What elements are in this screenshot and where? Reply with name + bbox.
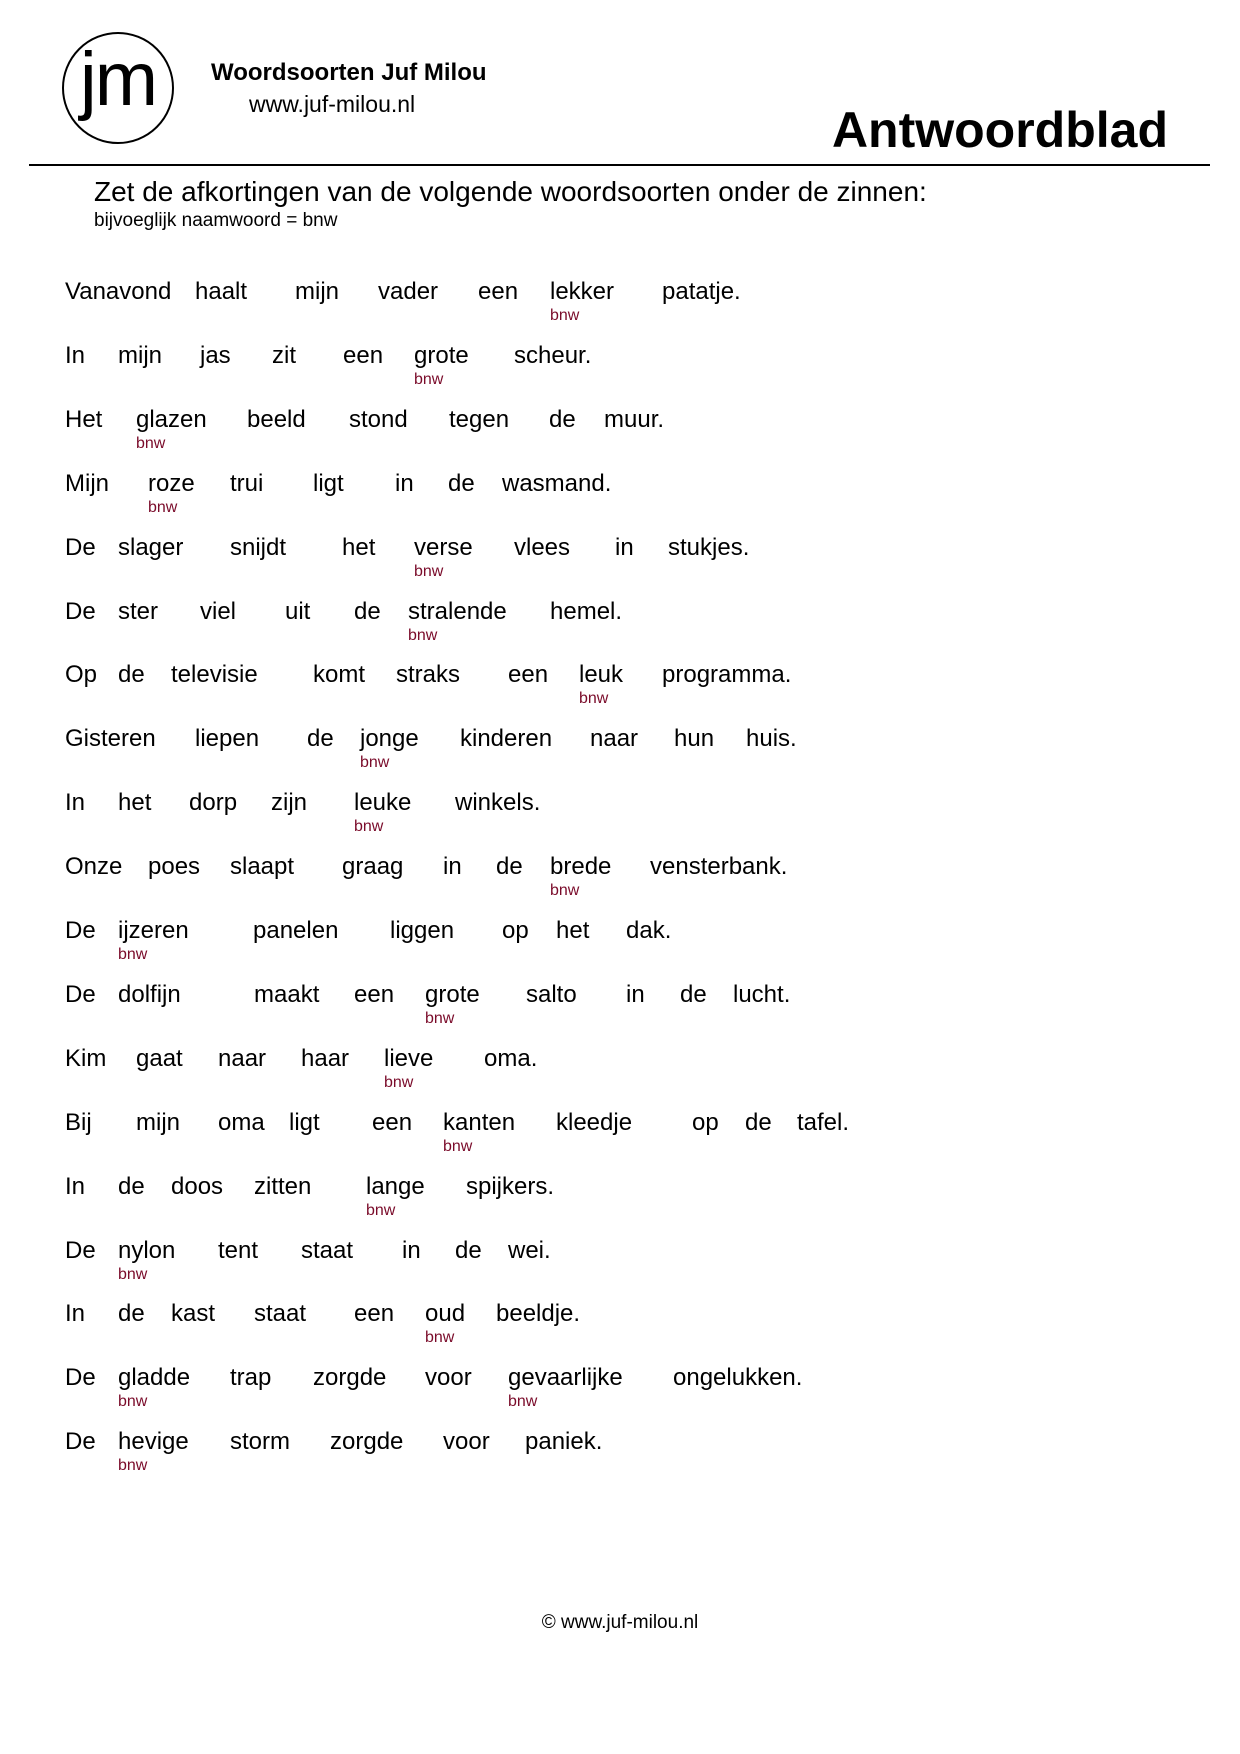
sentence-word: panelen [253,917,339,944]
sentence-word: gaat [136,1044,183,1072]
sentence-word: Het [65,405,103,433]
sentence-word: lucht. [733,980,791,1008]
sentence-word: het [118,789,152,817]
instruction: Zet de afkortingen van de volgende woordsoorten onder de zinnen: [94,176,927,207]
sentence-word: dorp [189,789,238,817]
sentence-word: een [354,1300,395,1328]
sentence-word: programma. [662,661,792,689]
brand-url: www.juf-milou.nl [249,91,416,117]
sentence-word: glazen [136,405,207,433]
sentence-word: leuke [354,789,412,817]
sentence-word: ligt [313,469,344,497]
sentence-word: paniek. [525,1428,603,1456]
sentence-word: het [342,533,376,561]
sentence-word: Vanavond [65,278,172,305]
sentence-word: de [496,853,523,881]
sentence-word: in [395,469,414,497]
sentence-word: jonge [360,725,419,753]
sentence-word: een [478,278,519,305]
sentence-word: op [692,1108,719,1136]
logo-text: jm [79,37,157,122]
sentence-word: de [307,725,334,753]
sentence-word: de [118,661,145,689]
sentence-word: slaapt [230,853,295,881]
word-type-label: bnw [579,690,609,708]
word-type-label: bnw [414,562,444,580]
sentence-word: hevige [118,1428,189,1456]
sentence-word: op [502,917,529,944]
sentence-word: oma [218,1108,265,1136]
sentence-word: In [65,1172,86,1200]
word-type-label: bnw [550,307,580,324]
sentence-word: Op [65,661,98,689]
sentence-word: wasmand. [502,469,612,497]
word-type-label: bnw [550,882,580,900]
sentence-word: haar [301,1044,350,1072]
sentence-word: vader [378,278,439,305]
sentence-word: lange [366,1172,425,1200]
sentence-word: hun [674,725,715,753]
sentence-word: ster [118,597,159,625]
sentence-word: haalt [195,278,248,305]
sentence-word: het [556,917,590,944]
sentence-word: beeld [247,405,306,433]
sentence-word: storm [230,1428,290,1456]
sentence-word: In [65,341,86,369]
sentence-word: oma. [484,1044,538,1072]
sentence-word: lieve [384,1044,434,1072]
sentence-word: straks [396,661,461,689]
word-type-label: bnw [384,1073,414,1091]
sentence-word: stond [349,405,408,433]
sentence-word: zorgde [313,1364,387,1392]
sentence-word: vensterbank. [650,853,788,881]
sentence-word: mijn [295,278,340,305]
sentence-word: ligt [289,1108,320,1136]
sentence-word: de [680,980,707,1008]
sentence-word: muur. [604,405,665,433]
sentence-word: in [402,1236,421,1264]
sentence-word: een [343,341,384,369]
sentence-word: naar [218,1044,267,1072]
sentence-word: stukjes. [668,533,750,561]
sentence-word: De [65,1236,96,1264]
sentence-word: De [65,1364,96,1392]
sentence-word: de [118,1172,145,1200]
sentence-word: een [508,661,549,689]
sentence-word: kleedje [556,1108,633,1136]
sentence-word: patatje. [662,278,741,305]
sentence-word: trui [230,469,264,497]
sentence-word: roze [148,469,195,497]
sentence-word: komt [313,661,366,689]
sentence-word: De [65,980,96,1008]
sentence-word: spijkers. [466,1172,555,1200]
sentence-word: televisie [171,661,258,689]
sentence-word: doos [171,1172,224,1200]
word-type-label: bnw [366,1201,396,1219]
sentence-word: in [443,853,462,881]
word-type-label: bnw [354,818,384,836]
sentence-word: poes [148,853,201,881]
sentence-word: nylon [118,1236,176,1264]
sentence-word: in [615,533,634,561]
sentence-word: trap [230,1364,272,1392]
sentence-word: scheur. [514,341,592,369]
sentence-word: mijn [118,341,163,369]
sentence-word: ijzeren [118,917,189,944]
word-type-label: bnw [508,1393,538,1411]
sentence-word: de [118,1300,145,1328]
sentence-word: verse [414,533,473,561]
sentence-word: vlees [514,533,571,561]
sentence-word: In [65,1300,86,1328]
logo [62,32,174,144]
brand-title: Woordsoorten Juf Milou [211,59,487,86]
sentence-word: staat [254,1300,307,1328]
word-type-label: bnw [118,946,148,963]
sentence-word: een [354,980,395,1008]
word-type-label: bnw [443,1137,473,1155]
sentence-word: De [65,597,96,625]
sentence-word: Mijn [65,469,110,497]
word-type-label: bnw [118,1393,148,1411]
sentence-word: wei. [508,1236,551,1264]
sentence-word: slager [118,533,184,561]
sentence-word: oud [425,1300,466,1328]
sentence-word: de [354,597,381,625]
word-type-label: bnw [360,754,390,772]
legend: bijvoeglijk naamwoord = bnw [94,210,338,231]
sentence-word: de [448,469,475,497]
sentence-word: tegen [449,405,510,433]
sentence-word: De [65,533,96,561]
sentence-word: de [745,1108,772,1136]
sentence-word: maakt [254,980,320,1008]
sentence-word: een [372,1108,413,1136]
sentence-word: liepen [195,725,260,753]
word-type-label: bnw [118,1265,148,1283]
sentence-word: De [65,1428,96,1456]
header-divider [29,164,1210,166]
sentence-word: Kim [65,1044,107,1072]
sentence-word: voor [443,1428,490,1456]
sentence-word: naar [590,725,639,753]
sentence-word: zit [272,341,296,369]
sentence-word: gevaarlijke [508,1364,623,1392]
word-type-label: bnw [148,498,178,516]
sentence-word: lekker [550,278,615,305]
word-type-label: bnw [425,1329,455,1347]
sentence-word: tent [218,1236,259,1264]
sentence-word: In [65,789,86,817]
footer-copyright: © www.juf-milou.nl [541,1612,699,1633]
sentence-word: kinderen [460,725,553,753]
word-type-label: bnw [408,626,438,644]
sentence-word: De [65,917,96,944]
sentence-word: de [549,405,576,433]
sentence-word: tafel. [797,1108,850,1136]
sentence-word: Onze [65,853,123,881]
sentence-word: huis. [746,725,797,753]
sentence-word: kanten [443,1108,516,1136]
sentence-word: dak. [626,917,672,944]
sentence-word: in [626,980,645,1008]
sentence-word: brede [550,853,612,881]
sentence-word: ongelukken. [673,1364,803,1392]
sentence-word: jas [200,341,231,369]
sentence-word: Bij [65,1108,92,1136]
sentence-word: kast [171,1300,216,1328]
sentence-word: stralende [408,597,507,625]
sentence-word: leuk [579,661,624,689]
sentence-word: dolfijn [118,980,181,1008]
word-type-label: bnw [118,1457,148,1475]
sentence-word: zijn [271,789,308,817]
sentence-word: gladde [118,1364,191,1392]
word-type-label: bnw [414,370,444,388]
sentence-word: liggen [390,917,455,944]
sentence-word: voor [425,1364,472,1392]
sentence-word: salto [526,980,577,1008]
page-heading: Antwoordblad [831,102,1168,158]
word-type-label: bnw [136,434,166,452]
sentence-word: mijn [136,1108,181,1136]
sentence-word: snijdt [230,533,287,561]
sentence-word: uit [285,597,311,625]
sentence-word: beeldje. [496,1300,581,1328]
sentence-word: zorgde [330,1428,404,1456]
word-type-label: bnw [425,1009,455,1027]
sentence-word: winkels. [455,789,541,817]
sentence-word: staat [301,1236,354,1264]
sentence-word: grote [414,341,469,369]
sentence-word: hemel. [550,597,623,625]
sentence-word: de [455,1236,482,1264]
sentence-word: Gisteren [65,725,156,753]
sentence-word: grote [425,980,480,1008]
sentence-word: zitten [254,1172,312,1200]
sentence-word: viel [200,597,237,625]
sentence-word: graag [342,853,404,881]
